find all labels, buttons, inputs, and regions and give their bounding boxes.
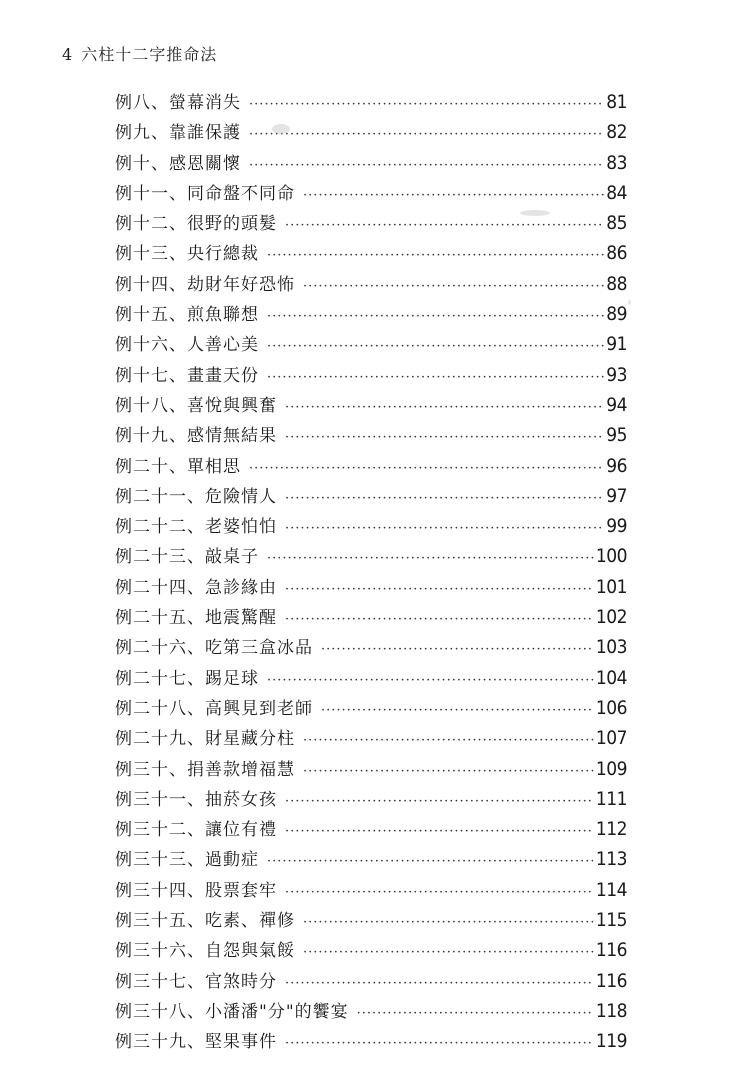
- scan-speck: [628, 300, 631, 305]
- toc-entry: [115, 452, 627, 482]
- toc-entry-page-number: 109: [595, 757, 627, 780]
- toc-entry-title: 例十七、畫畫天份: [115, 365, 259, 386]
- toc-entry-page-number: 93: [606, 363, 627, 386]
- dot-leader: [267, 551, 594, 566]
- dot-leader: [285, 521, 604, 536]
- toc-entry-page-number: 101: [595, 575, 627, 598]
- dot-leader: [285, 430, 604, 445]
- dot-leader: [249, 97, 604, 112]
- toc-entry-page-number: 89: [606, 303, 627, 326]
- dot-leader: [285, 976, 594, 991]
- toc-entry-title: 例二十三、敲桌子: [115, 547, 259, 568]
- toc-entry-title: 例三十二、讓位有禮: [115, 820, 277, 841]
- dot-leader: [303, 764, 594, 779]
- toc-entry-title: 例十三、央行總裁: [115, 244, 259, 265]
- toc-entry-title: 例十、感恩關懷: [115, 153, 241, 174]
- toc-entry-page-number: 84: [606, 181, 627, 204]
- dot-leader: [267, 673, 594, 688]
- toc-entry: [115, 542, 627, 572]
- toc-entry-title: 例三十、捐善款增福慧: [115, 759, 295, 780]
- toc-entry: [115, 300, 627, 330]
- toc-entry-title: 例十二、很野的頭髮: [115, 214, 277, 235]
- toc-entry: [115, 694, 627, 724]
- toc-entry-page-number: 113: [595, 848, 627, 871]
- book-title: 六柱十二字推命法: [81, 45, 218, 64]
- toc-entry-page-number: 91: [606, 333, 627, 356]
- dot-leader: [357, 1006, 594, 1021]
- toc-entry: [115, 967, 627, 997]
- toc-entry-page-number: 86: [606, 242, 627, 265]
- toc-entry-page-number: 116: [595, 939, 627, 962]
- toc-entry: [115, 421, 627, 451]
- toc-entry-title: 例二十一、危險情人: [115, 486, 277, 507]
- toc-entry: [115, 755, 627, 785]
- toc-entry: [115, 664, 627, 694]
- toc-entry: [115, 936, 627, 966]
- dot-leader: [285, 794, 594, 809]
- toc-entry: [115, 239, 627, 269]
- toc-entry: [115, 633, 627, 663]
- dot-leader: [285, 824, 594, 839]
- dot-leader: [267, 309, 604, 324]
- toc-entry-page-number: 119: [595, 1030, 627, 1053]
- toc-entry-title: 例十四、劫財年好恐怖: [115, 274, 295, 295]
- toc-entry-page-number: 103: [595, 636, 627, 659]
- toc-entry-title: 例二十四、急診緣由: [115, 577, 277, 598]
- toc-entry-page-number: 111: [595, 787, 627, 810]
- page-number: 4: [62, 45, 74, 64]
- toc-entry-title: 例二十七、踢足球: [115, 668, 259, 689]
- dot-leader: [267, 248, 604, 263]
- toc-entry-page-number: 94: [606, 393, 627, 416]
- toc-entry-title: 例八、螢幕消失: [115, 93, 241, 113]
- toc-entry: [115, 512, 627, 542]
- dot-leader: [321, 642, 594, 657]
- toc-entry-page-number: 99: [606, 515, 627, 538]
- toc-entry: [115, 88, 627, 118]
- toc-entry-page-number: 104: [595, 666, 627, 689]
- dot-leader: [285, 885, 594, 900]
- toc-entry: [115, 815, 627, 845]
- toc-entry: [115, 603, 627, 633]
- dot-leader: [285, 612, 594, 627]
- toc-entry-title: 例三十六、自怨與氣餒: [115, 941, 295, 962]
- toc-entry-title: 例三十五、吃素、禪修: [115, 911, 295, 932]
- toc-entry-page-number: 107: [595, 727, 627, 750]
- toc-entry-page-number: 88: [606, 272, 627, 295]
- toc-entry-title: 例三十三、過動症: [115, 850, 259, 871]
- toc-entry-page-number: 95: [606, 424, 627, 447]
- toc-entry-page-number: 97: [606, 484, 627, 507]
- dot-leader: [267, 339, 604, 354]
- toc-entry-page-number: 112: [595, 818, 627, 841]
- scan-speck: [272, 124, 290, 134]
- running-header: [62, 42, 217, 65]
- toc-entry: [115, 391, 627, 421]
- toc-entry-page-number: 96: [606, 454, 627, 477]
- toc-entry: [115, 785, 627, 815]
- toc-entry: [115, 149, 627, 179]
- toc-entry-title: 例二十九、財星藏分柱: [115, 729, 295, 750]
- toc-entry: [115, 997, 627, 1027]
- dot-leader: [249, 461, 604, 476]
- toc-entry: [115, 724, 627, 754]
- dot-leader: [303, 915, 594, 930]
- dot-leader: [285, 491, 604, 506]
- toc-entry-title: 例二十五、地震驚醒: [115, 608, 277, 629]
- toc-entry-page-number: 114: [595, 878, 627, 901]
- dot-leader: [285, 400, 604, 415]
- toc-entry-title: 例二十八、高興見到老師: [115, 698, 313, 719]
- toc-entry-title: 例三十九、堅果事件: [115, 1032, 277, 1053]
- toc-entry-title: 例十五、煎魚聯想: [115, 305, 259, 326]
- toc-entry-title: 例三十八、小潘潘"分"的饗宴: [115, 1001, 349, 1022]
- toc-entry-title: 例九、靠誰保護: [115, 123, 241, 144]
- toc-entry-page-number: 115: [595, 909, 627, 932]
- dot-leader: [285, 218, 604, 233]
- table-of-contents: [115, 88, 627, 1058]
- toc-entry: [115, 906, 627, 936]
- toc-entry-page-number: 85: [606, 212, 627, 235]
- dot-leader: [249, 158, 604, 173]
- toc-entry-title: 例十八、喜悅與興奮: [115, 395, 277, 416]
- toc-entry-title: 例三十七、官煞時分: [115, 971, 277, 992]
- toc-entry-page-number: 82: [606, 121, 627, 144]
- toc-entry: [115, 573, 627, 603]
- dot-leader: [303, 945, 594, 960]
- toc-entry-page-number: 102: [595, 606, 627, 629]
- toc-entry-page-number: 100: [595, 545, 627, 568]
- dot-leader: [267, 370, 604, 385]
- toc-entry: [115, 270, 627, 300]
- toc-entry-title: 例二十二、老婆怕怕: [115, 517, 277, 538]
- toc-entry: [115, 361, 627, 391]
- dot-leader: [303, 279, 604, 294]
- toc-entry: [115, 1027, 627, 1057]
- toc-entry-page-number: 81: [606, 91, 627, 113]
- toc-entry: [115, 118, 627, 148]
- dot-leader: [321, 703, 594, 718]
- dot-leader: [267, 854, 594, 869]
- toc-entry-page-number: 118: [595, 999, 627, 1022]
- dot-leader: [285, 1036, 594, 1051]
- dot-leader: [303, 188, 604, 203]
- toc-entry-title: 例三十一、抽菸女孩: [115, 789, 277, 810]
- toc-entry: [115, 330, 627, 360]
- toc-entry-page-number: 83: [606, 151, 627, 174]
- toc-entry-title: 例十六、人善心美: [115, 335, 259, 356]
- toc-entry-title: 例十一、同命盤不同命: [115, 183, 295, 204]
- toc-entry-title: 例二十、單相思: [115, 456, 241, 477]
- dot-leader: [249, 127, 604, 142]
- toc-entry-title: 例三十四、股票套牢: [115, 880, 277, 901]
- toc-entry: [115, 209, 627, 239]
- scan-speck: [520, 210, 550, 216]
- toc-entry-page-number: 116: [595, 969, 627, 992]
- toc-entry: [115, 482, 627, 512]
- toc-entry-page-number: 106: [595, 696, 627, 719]
- toc-entry: [115, 876, 627, 906]
- toc-entry-title: 例十九、感情無結果: [115, 426, 277, 447]
- dot-leader: [285, 582, 594, 597]
- toc-entry-title: 例二十六、吃第三盒冰品: [115, 638, 313, 659]
- dot-leader: [303, 733, 594, 748]
- toc-entry: [115, 179, 627, 209]
- toc-entry: [115, 845, 627, 875]
